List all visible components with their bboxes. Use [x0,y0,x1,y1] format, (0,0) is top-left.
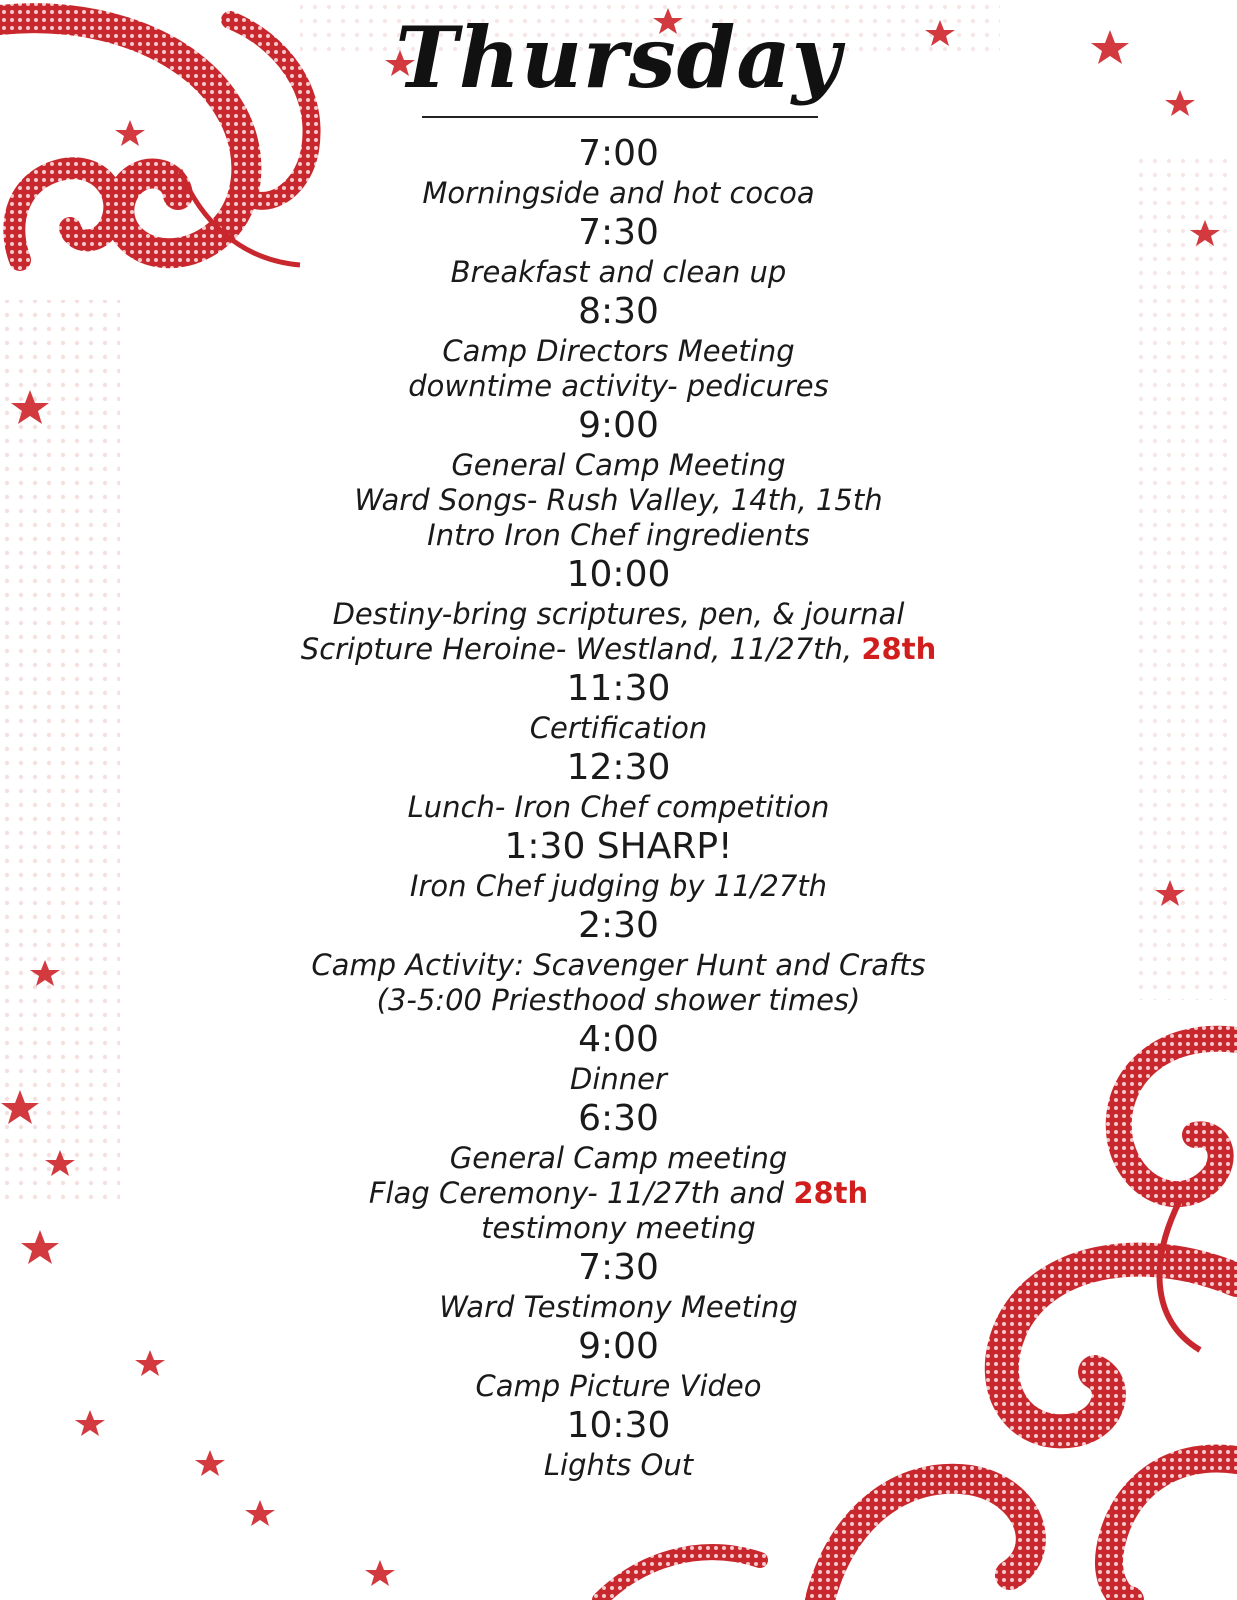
schedule-list [0,132,1237,1483]
entry-time: 7:30 [578,212,659,253]
entry-time: 9:00 [578,1326,659,1367]
entry-description [0,632,1237,667]
schedule-entry [0,904,1237,1018]
schedule-entry [0,132,1237,211]
schedule-entry [0,825,1237,904]
schedule-entry [0,746,1237,825]
entry-time: 1:30 SHARP! [504,826,733,867]
entry-description [0,1448,1237,1483]
schedule-entry [0,1097,1237,1246]
schedule-entry [0,1018,1237,1097]
entry-time: 10:30 [566,1405,671,1446]
entry-description [0,869,1237,904]
entry-description [0,448,1237,483]
entry-time: 10:00 [566,554,671,595]
entry-text: Dinner [570,1062,667,1096]
entry-description [0,1062,1237,1097]
entry-text: Camp Picture Video [475,1369,762,1403]
entry-text: Ward Testimony Meeting [439,1290,798,1324]
entry-description [0,948,1237,983]
entry-text: Lights Out [543,1448,694,1482]
entry-description [0,711,1237,746]
entry-time: 9:00 [578,405,659,446]
entry-time: 8:30 [578,291,659,332]
page-title: Thursday [395,8,842,107]
schedule-entry [0,404,1237,553]
entry-text: Camp Activity: Scavenger Hunt and Crafts [311,948,926,982]
schedule-entry [0,553,1237,667]
entry-text: Flag Ceremony- 11/27th and [368,1176,794,1210]
schedule-entry [0,290,1237,404]
entry-text: testimony meeting [481,1211,756,1245]
title-underline [422,116,818,118]
entry-text: Intro Iron Chef ingredients [427,518,810,552]
entry-description [0,1369,1237,1404]
schedule-entry [0,667,1237,746]
schedule-entry [0,1325,1237,1404]
entry-description [0,1141,1237,1176]
entry-time: 11:30 [566,668,671,709]
entry-description [0,983,1237,1018]
entry-text: Scripture Heroine- Westland, 11/27th, [300,632,862,666]
entry-text: Breakfast and clean up [450,255,787,289]
schedule-entry [0,1404,1237,1483]
entry-description [0,518,1237,553]
entry-description [0,176,1237,211]
entry-description [0,597,1237,632]
entry-text: (3-5:00 Priesthood shower times) [376,983,861,1017]
entry-text: Lunch- Iron Chef competition [407,790,830,824]
entry-time: 7:00 [578,133,659,174]
entry-text: Iron Chef judging by 11/27th [409,869,828,903]
highlighted-ward: 28th [793,1176,869,1210]
entry-text: Morningside and hot cocoa [422,176,815,210]
entry-text: General Camp Meeting [451,448,786,482]
schedule-entry [0,211,1237,290]
entry-text: General Camp meeting [449,1141,788,1175]
entry-description [0,790,1237,825]
entry-description [0,483,1237,518]
entry-description [0,1290,1237,1325]
entry-time: 6:30 [578,1098,659,1139]
entry-text: Certification [529,711,708,745]
entry-description [0,1176,1237,1211]
entry-time: 4:00 [578,1019,659,1060]
entry-description [0,369,1237,404]
entry-time: 2:30 [578,905,659,946]
entry-description [0,1211,1237,1246]
entry-text: Ward Songs- Rush Valley, 14th, 15th [354,483,883,517]
entry-time: 7:30 [578,1247,659,1288]
entry-text: downtime activity- pedicures [408,369,829,403]
entry-description [0,255,1237,290]
entry-time: 12:30 [566,747,671,788]
entry-text: Destiny-bring scriptures, pen, & journal [332,597,905,631]
entry-description [0,334,1237,369]
entry-text: Camp Directors Meeting [442,334,795,368]
highlighted-ward: 28th [861,632,937,666]
schedule-entry [0,1246,1237,1325]
